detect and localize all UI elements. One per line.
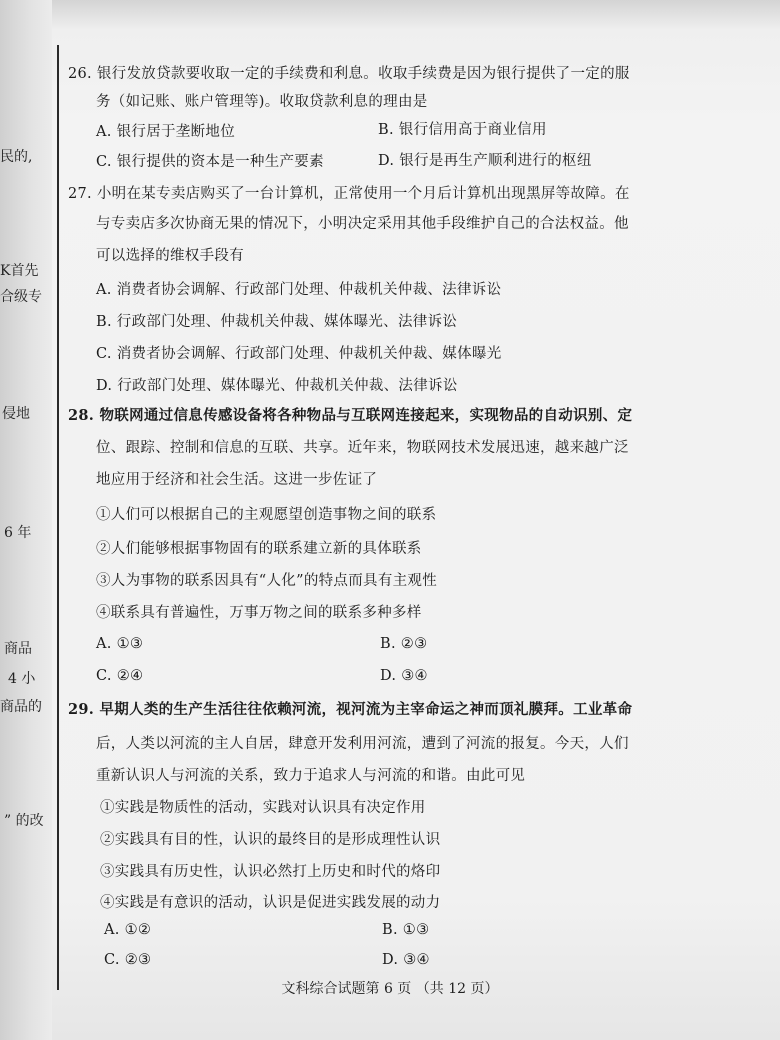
column-divider-line <box>57 45 59 990</box>
page-footer: 文科综合试题第 6 页 （共 12 页） <box>281 981 499 997</box>
q28-stem-line-1: 28. 物联网通过信息传感设备将各种物品与互联网连接起来，实现物品的自动识别、定 <box>68 407 633 424</box>
q27-stem-line-2: 与专卖店多次协商无果的情况下，小明决定采用其他手段维护自己的合法权益。他 <box>96 216 629 232</box>
margin-fragment: 合级专 <box>0 289 42 305</box>
q26-option-c: C. 银行提供的资本是一种生产要素 <box>96 154 324 170</box>
margin-fragment: 商品的 <box>0 699 42 715</box>
q26-option-b: B. 银行信用高于商业信用 <box>378 122 547 138</box>
q29-statement-4: ④实践是有意识的活动，认识是促进实践发展的动力 <box>100 895 441 911</box>
q26-stem-line-1: 26. 银行发放贷款要收取一定的手续费和利息。收取手续费是因为银行提供了一定的服 <box>68 66 630 82</box>
q29-stem-line-2: 后，人类以河流的主人自居，肆意开发利用河流，遭到了河流的报复。今天，人们 <box>96 736 629 752</box>
q26-option-a: A. 银行居于垄断地位 <box>96 124 235 140</box>
q28-stem-line-3: 地应用于经济和社会生活。这进一步佐证了 <box>96 472 378 488</box>
q29-statement-3: ③实践具有历史性，认识必然打上历史和时代的烙印 <box>100 864 441 880</box>
q26-stem-line-2: 务（如记账、账户管理等)。收取贷款利息的理由是 <box>96 94 428 110</box>
q27-stem-line-3: 可以选择的维权手段有 <box>96 248 244 264</box>
q28-statement-3: ③人为事物的联系因具有“人化”的特点而具有主观性 <box>96 573 438 589</box>
margin-fragment: 民的, <box>0 149 33 165</box>
margin-fragment: 侵地 <box>2 406 30 422</box>
margin-fragment: 商品 <box>4 641 32 657</box>
q28-statement-1: ①人们可以根据自己的主观愿望创造事物之间的联系 <box>96 507 437 523</box>
q29-option-c: C. ②③ <box>104 952 152 968</box>
q29-stem-line-3: 重新认识人与河流的关系，致力于追求人与河流的和谐。由此可见 <box>96 768 526 784</box>
q29-option-b: B. ①③ <box>382 922 430 938</box>
q28-option-c: C. ②④ <box>96 668 144 684</box>
q27-stem-line-1: 27. 小明在某专卖店购买了一台计算机，正常使用一个月后计算机出现黑屏等故障。在 <box>68 186 630 202</box>
q27-option-c: C. 消费者协会调解、行政部门处理、仲裁机关仲裁、媒体曝光 <box>96 346 502 362</box>
q28-option-b: B. ②③ <box>380 636 428 652</box>
q29-option-a: A. ①② <box>104 922 152 938</box>
q27-option-d: D. 行政部门处理、媒体曝光、仲裁机关仲裁、法律诉讼 <box>96 378 458 394</box>
margin-fragment: 4 小 <box>8 671 36 687</box>
margin-fragment: ” 的改 <box>4 813 44 829</box>
q28-statement-4: ④联系具有普遍性，万事万物之间的联系多种多样 <box>96 605 422 621</box>
margin-fragment: K首先 <box>0 263 39 279</box>
q28-stem-line-2: 位、跟踪、控制和信息的互联、共享。近年来，物联网技术发展迅速，越来越广泛 <box>96 440 629 456</box>
q29-statement-2: ②实践具有目的性，认识的最终目的是形成理性认识 <box>100 832 441 848</box>
q28-option-a: A. ①③ <box>96 636 144 652</box>
q29-stem-line-1: 29. 早期人类的生产生活往往依赖河流，视河流为主宰命运之神而顶礼膜拜。工业革命 <box>68 701 633 718</box>
q29-option-d: D. ③④ <box>382 952 430 968</box>
q28-statement-2: ②人们能够根据事物固有的联系建立新的具体联系 <box>96 541 422 557</box>
q26-option-d: D. 银行是再生产顺利进行的枢纽 <box>378 153 592 169</box>
q27-option-a: A. 消费者协会调解、行政部门处理、仲裁机关仲裁、法律诉讼 <box>96 282 502 298</box>
q29-statement-1: ①实践是物质性的活动，实践对认识具有决定作用 <box>100 800 426 816</box>
margin-fragment: 6 年 <box>4 525 32 541</box>
q27-option-b: B. 行政部门处理、仲裁机关仲裁、媒体曝光、法律诉讼 <box>96 314 458 330</box>
q28-option-d: D. ③④ <box>380 668 428 684</box>
